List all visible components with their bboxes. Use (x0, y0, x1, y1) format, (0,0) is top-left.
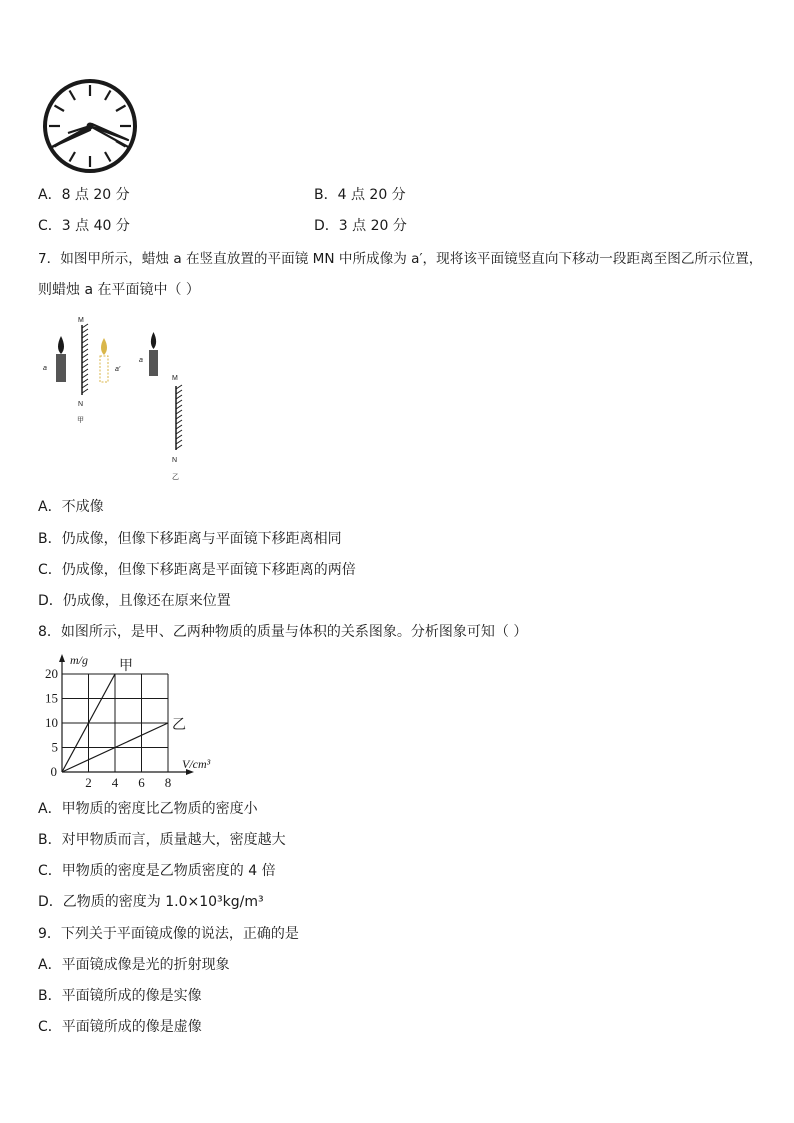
q9-option-c: C．平面镜所成的像是虚像 (38, 1019, 202, 1035)
series-label-jia: 甲 (119, 658, 133, 674)
yi-mirror-bottom-label: N (172, 457, 178, 464)
jia-caption: 甲 (77, 417, 84, 424)
q9-stem: 9．下列关于平面镜成像的说法，正确的是 (38, 926, 299, 942)
q8-option-a: A．甲物质的密度比乙物质的密度小 (38, 801, 258, 817)
q8-option-b: B．对甲物质而言，质量越大，密度越大 (38, 832, 286, 848)
flame-icon (151, 332, 156, 349)
x-tick-label: 2 (85, 775, 92, 790)
q6-option-b: B．4 点 20 分 (314, 187, 406, 203)
y-axis-label: m/g (70, 653, 88, 667)
q7-option-a: A．不成像 (38, 499, 104, 515)
candle-a-yi (149, 350, 158, 376)
yi-caption: 乙 (172, 474, 179, 481)
flame-icon (58, 336, 64, 354)
q7-option-c: C．仍成像，但像下移距离是平面镜下移距离的两倍 (38, 562, 356, 578)
q8-option-c: C．甲物质的密度是乙物质密度的 4 倍 (38, 863, 276, 879)
origin-label: 0 (50, 764, 57, 779)
jia-image-label: a′ (115, 366, 121, 373)
q6-option-c: C．3 点 40 分 (38, 218, 130, 234)
q7-option-b: B．仍成像，但像下移距离与平面镜下移距离相同 (38, 531, 342, 547)
q7-option-d: D．仍成像，且像还在原来位置 (38, 593, 231, 609)
y-tick-label: 20 (45, 666, 58, 681)
mirror-figure (38, 312, 198, 484)
candle-image-jia (100, 356, 108, 382)
y-tick-label: 10 (45, 715, 58, 730)
series-label-yi: 乙 (172, 717, 186, 733)
x-tick-label: 4 (111, 775, 119, 790)
jia-object-label: a (43, 365, 47, 372)
x-axis-label: V/cm³ (182, 757, 211, 771)
candle-a-jia (56, 354, 66, 382)
q8-stem: 8．如图所示，是甲、乙两种物质的质量与体积的关系图象。分析图象可知（ ） (38, 624, 528, 640)
q8-option-d: D．乙物质的密度为 1.0×10³kg/m³ (38, 894, 264, 910)
clock-figure (38, 76, 142, 176)
flame-icon (101, 338, 107, 355)
y-tick-label: 5 (51, 739, 58, 755)
y-axis-arrow-icon (59, 654, 65, 662)
q9-option-b: B．平面镜所成的像是实像 (38, 988, 202, 1004)
figure-yi (139, 332, 182, 481)
q9-option-a: A．平面镜成像是光的折射现象 (38, 957, 230, 973)
yi-object-label: a (139, 357, 143, 364)
q7-stem-line2: 则蜡烛 a 在平面镜中（ ） (38, 282, 200, 298)
q7-stem-line1: 7．如图甲所示，蜡烛 a 在竖直放置的平面镜 MN 中所成像为 a′，现将该平面镜竖直向下移动一段距离至图乙所示位置， (38, 251, 763, 267)
y-tick-label: 15 (45, 690, 58, 706)
x-tick-label: 6 (138, 775, 145, 790)
figure-jia (43, 317, 121, 424)
jia-mirror-bottom-label: N (78, 401, 84, 408)
jia-mirror-top-label: M (78, 317, 84, 324)
q6-option-a: A．8 点 20 分 (38, 187, 130, 203)
x-tick-label: 8 (164, 775, 172, 790)
mass-volume-chart (38, 650, 238, 792)
q6-option-d: D．3 点 20 分 (314, 218, 407, 234)
yi-mirror-top-label: M (172, 375, 178, 382)
